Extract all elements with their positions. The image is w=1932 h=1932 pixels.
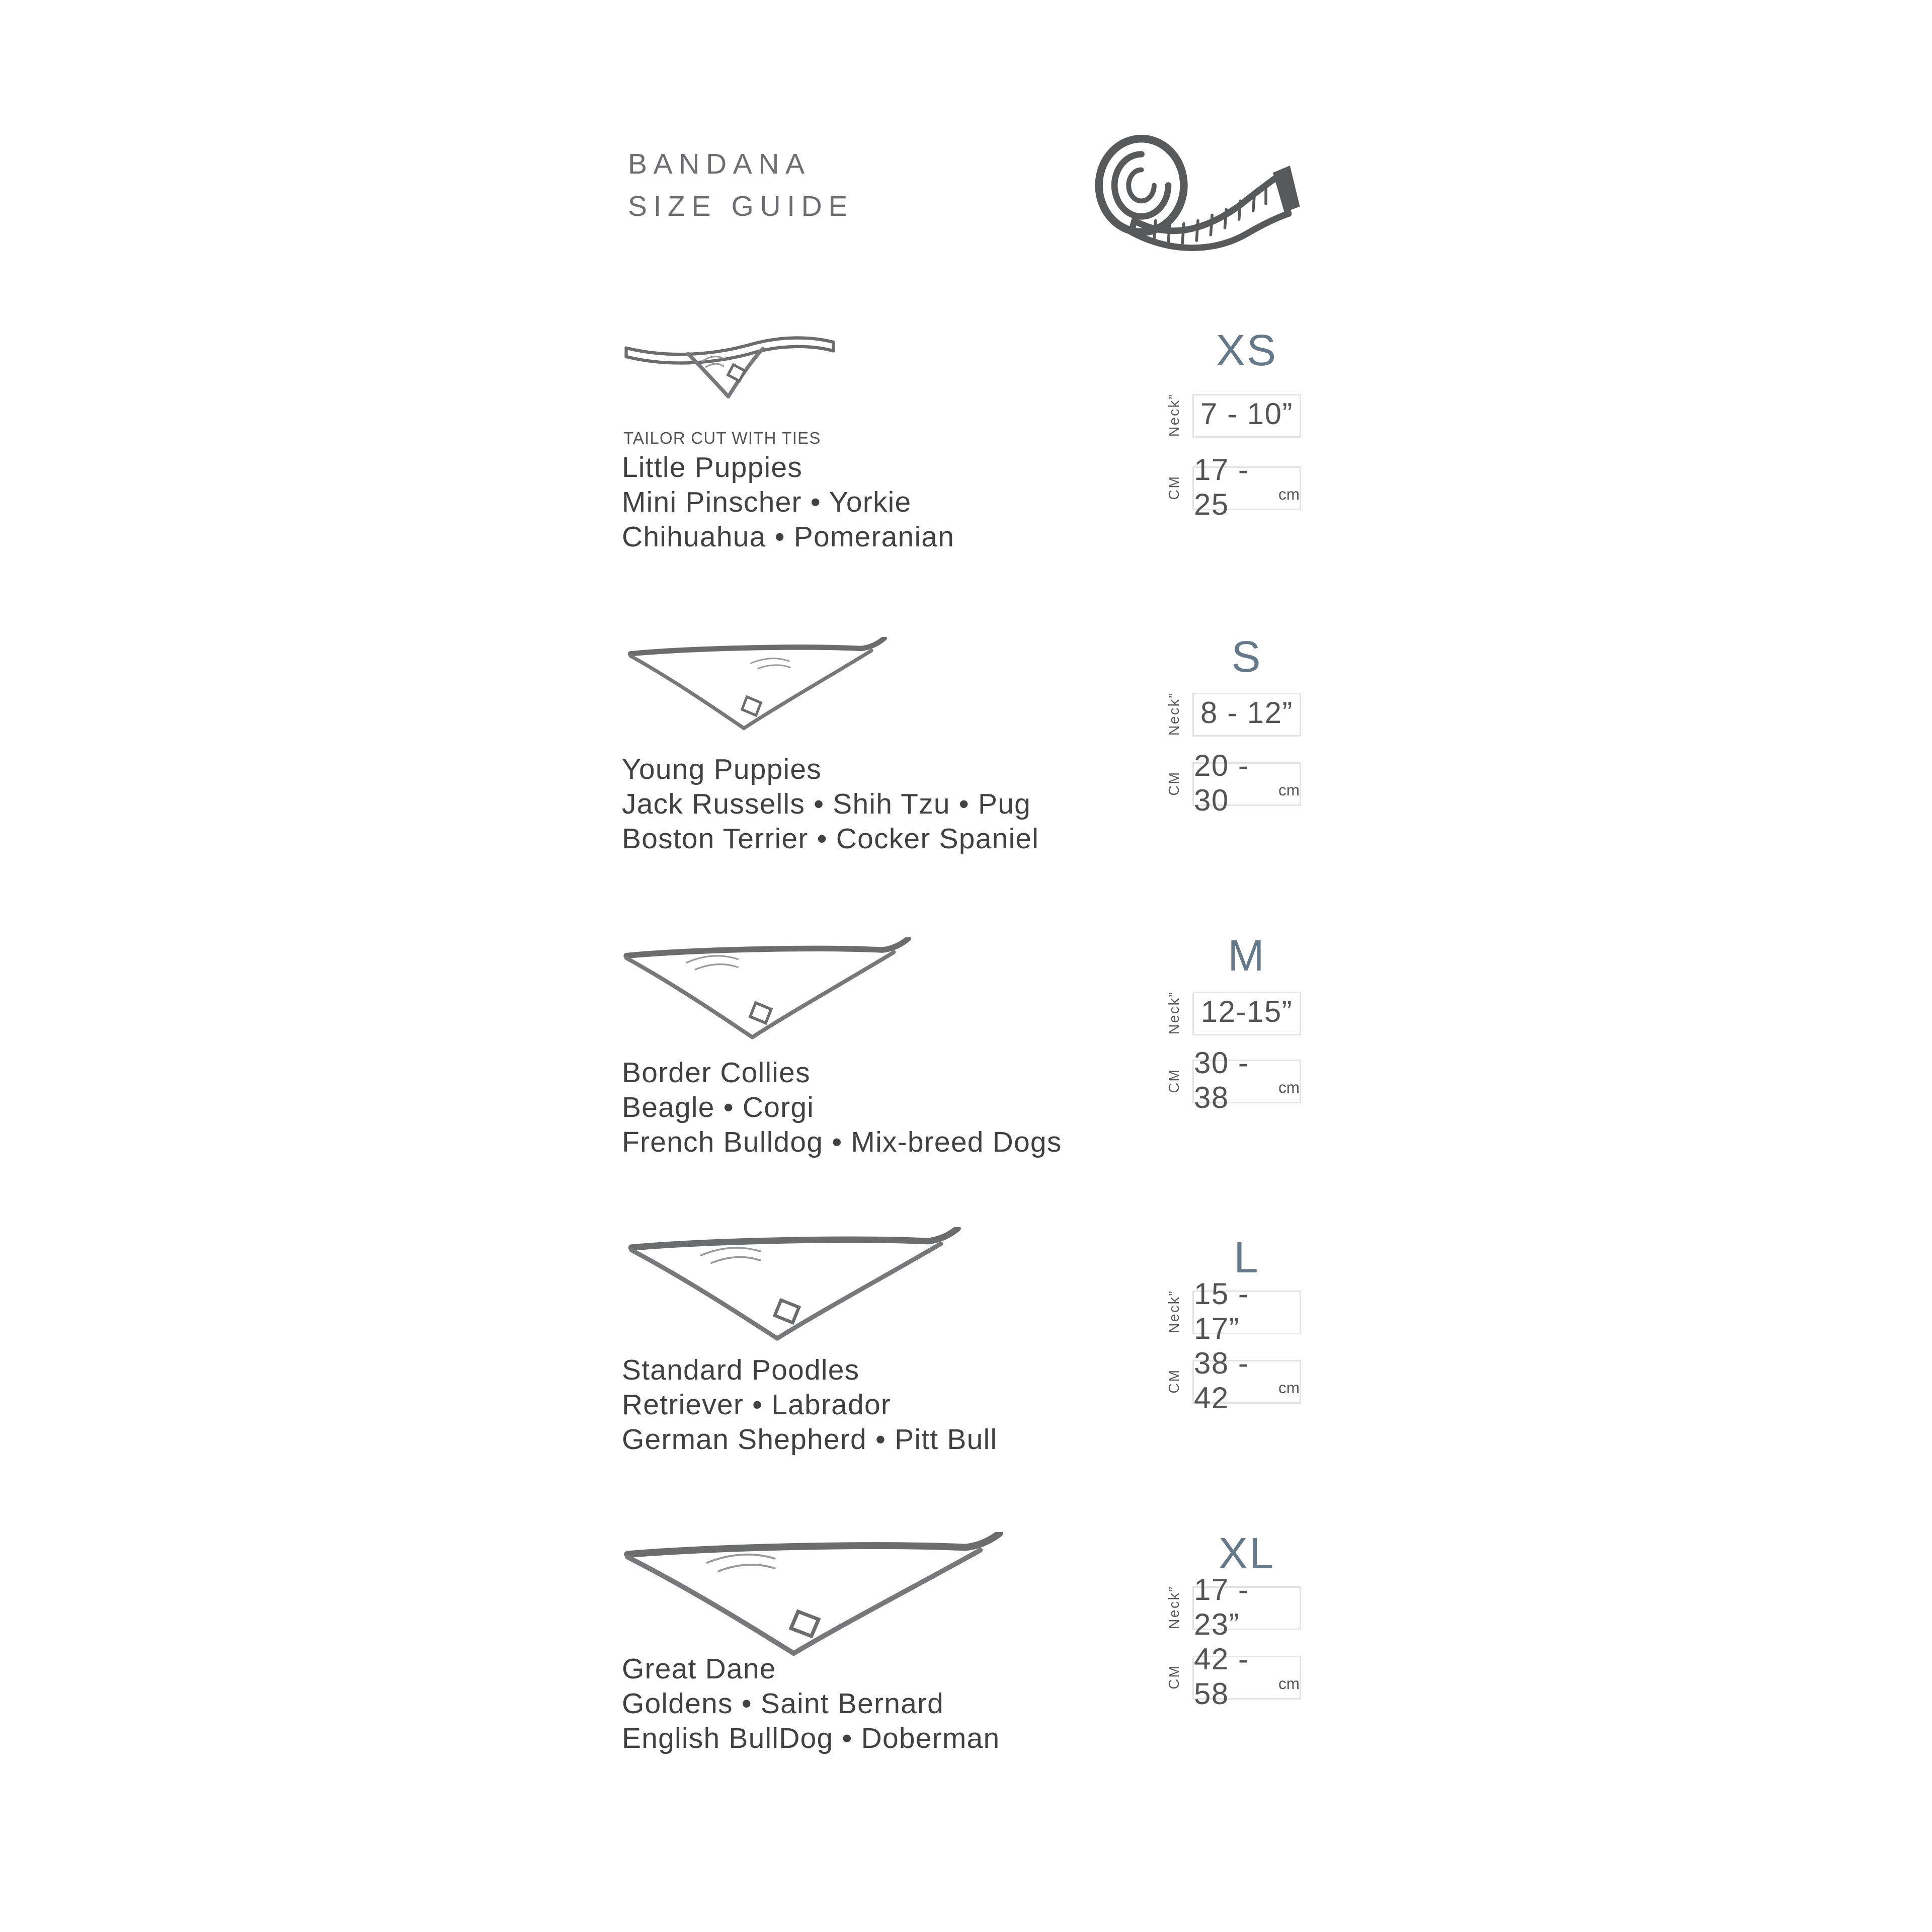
cm-unit-label: CM bbox=[1167, 1068, 1183, 1093]
neck-cm-value: 20 - 30 bbox=[1194, 749, 1249, 818]
size-label-s: S bbox=[1231, 634, 1262, 682]
page-title-line1: BANDANA bbox=[628, 149, 811, 181]
breed-line: Great Dane bbox=[622, 1654, 776, 1686]
cm-unit-label: CM bbox=[1167, 1664, 1183, 1689]
breed-line: Jack Russells • Shih Tzu • Pug bbox=[622, 789, 1031, 821]
neck-cm-value: 42 - 58 bbox=[1194, 1643, 1249, 1711]
breed-list-m bbox=[622, 1057, 1062, 1161]
bandana-s-illustration bbox=[626, 637, 888, 734]
cm-measurement-box-m bbox=[1192, 1046, 1301, 1115]
page-title bbox=[628, 145, 854, 229]
breed-line: Chihuahua • Pomeranian bbox=[622, 522, 955, 554]
neck-cm-value: 38 - 42 bbox=[1194, 1347, 1249, 1415]
neck-unit-label: Neck” bbox=[1167, 1585, 1183, 1630]
neck-unit-label: Neck” bbox=[1167, 991, 1183, 1035]
breed-line: Standard Poodles bbox=[622, 1355, 860, 1387]
cm-unit-label: CM bbox=[1167, 1369, 1183, 1394]
neck-measurement-box-xs bbox=[1192, 394, 1301, 438]
bandana-l-illustration bbox=[626, 1227, 961, 1345]
neck-measurement-box-l bbox=[1192, 1277, 1301, 1346]
neck-cm-value: 30 - 38 bbox=[1194, 1046, 1249, 1115]
breed-line: Retriever • Labrador bbox=[622, 1390, 892, 1422]
page-title-line2: SIZE GUIDE bbox=[628, 192, 854, 223]
size-label-m: M bbox=[1228, 933, 1266, 981]
breed-line: Border Collies bbox=[622, 1058, 811, 1090]
bandana-m-illustration bbox=[622, 937, 912, 1043]
neck-inches-value: 7 - 10” bbox=[1200, 398, 1293, 432]
neck-inches-value: 12-15” bbox=[1200, 996, 1293, 1029]
breed-line: French Bulldog • Mix-breed Dogs bbox=[622, 1128, 1062, 1159]
size-label-l: L bbox=[1234, 1235, 1260, 1283]
cm-suffix: cm bbox=[1278, 782, 1300, 800]
cm-suffix: cm bbox=[1278, 1079, 1300, 1097]
breed-list-xl bbox=[622, 1653, 1000, 1757]
neck-unit-label: Neck” bbox=[1167, 393, 1183, 437]
cm-measurement-box-l bbox=[1192, 1347, 1301, 1415]
neck-unit-label: Neck” bbox=[1167, 692, 1183, 736]
neck-unit-label: Neck” bbox=[1167, 1290, 1183, 1334]
neck-inches-value: 17 - 23” bbox=[1194, 1573, 1249, 1642]
breed-list-xs bbox=[622, 451, 954, 555]
breed-line: Beagle • Corgi bbox=[622, 1093, 815, 1124]
neck-inches-value: 8 - 12” bbox=[1200, 697, 1293, 731]
cm-suffix: cm bbox=[1278, 1675, 1300, 1694]
breed-line: English BullDog • Doberman bbox=[622, 1724, 1000, 1755]
size-label-xl: XL bbox=[1218, 1531, 1275, 1579]
bandana-xs-illustration bbox=[622, 331, 838, 406]
cm-suffix: cm bbox=[1278, 1380, 1300, 1398]
measuring-tape-icon bbox=[1078, 133, 1304, 252]
neck-cm-value: 17 - 25 bbox=[1194, 453, 1249, 522]
cm-measurement-box-s bbox=[1192, 749, 1301, 818]
cm-unit-label: CM bbox=[1167, 771, 1183, 796]
cm-unit-label: CM bbox=[1167, 475, 1183, 500]
breed-line: Goldens • Saint Bernard bbox=[622, 1689, 944, 1721]
neck-measurement-box-s bbox=[1192, 693, 1301, 737]
neck-measurement-box-m bbox=[1192, 992, 1301, 1035]
cm-measurement-box-xs bbox=[1192, 453, 1301, 522]
breed-line: Little Puppies bbox=[622, 453, 803, 485]
breed-list-s bbox=[622, 753, 1039, 857]
breed-list-l bbox=[622, 1354, 997, 1458]
breed-line: Mini Pinscher • Yorkie bbox=[622, 488, 912, 519]
cm-measurement-box-xl bbox=[1192, 1643, 1301, 1711]
size-label-xs: XS bbox=[1216, 328, 1278, 376]
breed-line: German Shepherd • Pitt Bull bbox=[622, 1425, 998, 1457]
tailor-cut-note: TAILOR CUT WITH TIES bbox=[623, 430, 821, 448]
breed-line: Boston Terrier • Cocker Spaniel bbox=[622, 824, 1039, 856]
cm-suffix: cm bbox=[1278, 486, 1300, 504]
breed-line: Young Puppies bbox=[622, 755, 822, 786]
bandana-xl-illustration bbox=[622, 1532, 1004, 1660]
neck-inches-value: 15 - 17” bbox=[1194, 1277, 1249, 1346]
neck-measurement-box-xl bbox=[1192, 1573, 1301, 1642]
